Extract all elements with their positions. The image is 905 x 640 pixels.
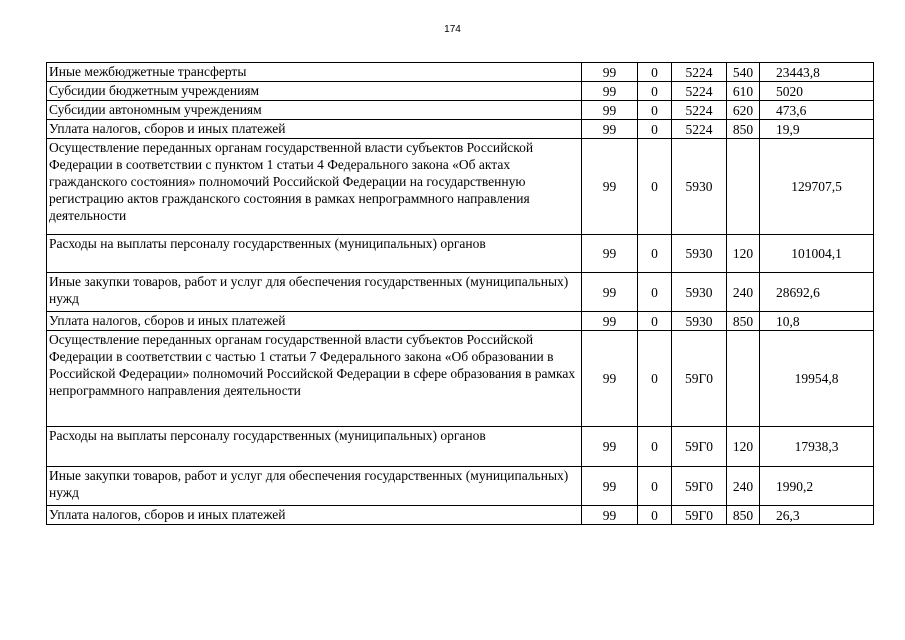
row-name: Иные закупки товаров, работ и услуг для обеспечения государственных (муниципальных) нужд (47, 467, 582, 506)
row-code-2: 0 (638, 427, 672, 467)
row-code-3: 59Г0 (672, 331, 727, 427)
row-name: Осуществление переданных органам государственной власти субъектов Российской Федерации в соответствии с пунктом 1 статьи 4 Федерального закона «Об актах гражданского состояния» полномочий Российской Федерации на государственную регистрацию актов гражданского состояния в рамках непрограммного направления деятельности (47, 139, 582, 235)
row-code-2: 0 (638, 312, 672, 331)
row-amount: 10,8 (760, 312, 874, 331)
row-name: Субсидии автономным учреждениям (47, 101, 582, 120)
row-amount: 17938,3 (760, 427, 874, 467)
row-code-2: 0 (638, 120, 672, 139)
row-code-1: 99 (582, 467, 638, 506)
row-code-3: 59Г0 (672, 467, 727, 506)
row-name: Уплата налогов, сборов и иных платежей (47, 312, 582, 331)
row-code-4: 240 (727, 273, 760, 312)
row-code-2: 0 (638, 235, 672, 273)
row-code-2: 0 (638, 101, 672, 120)
table-row (47, 235, 874, 273)
row-code-4 (727, 331, 760, 427)
row-code-4: 850 (727, 312, 760, 331)
row-code-4: 540 (727, 63, 760, 82)
table-row (47, 63, 874, 82)
row-amount: 129707,5 (760, 139, 874, 235)
row-code-2: 0 (638, 331, 672, 427)
table-row (47, 467, 874, 506)
row-amount: 23443,8 (760, 63, 874, 82)
table-row (47, 82, 874, 101)
row-code-3: 5930 (672, 235, 727, 273)
row-name: Расходы на выплаты персоналу государственных (муниципальных) органов (47, 427, 582, 467)
row-amount: 1990,2 (760, 467, 874, 506)
row-amount: 5020 (760, 82, 874, 101)
row-name: Уплата налогов, сборов и иных платежей (47, 120, 582, 139)
row-amount: 19,9 (760, 120, 874, 139)
table-row (47, 273, 874, 312)
page-number: 174 (444, 24, 461, 35)
row-code-4: 120 (727, 235, 760, 273)
row-code-1: 99 (582, 427, 638, 467)
row-code-1: 99 (582, 120, 638, 139)
row-code-3: 5930 (672, 139, 727, 235)
row-name: Иные межбюджетные трансферты (47, 63, 582, 82)
budget-table-body (47, 63, 874, 525)
row-code-4: 850 (727, 120, 760, 139)
row-code-3: 5224 (672, 120, 727, 139)
table-row (47, 331, 874, 427)
row-code-1: 99 (582, 312, 638, 331)
row-code-1: 99 (582, 235, 638, 273)
table-row (47, 101, 874, 120)
row-code-4 (727, 139, 760, 235)
table-row (47, 506, 874, 525)
row-code-1: 99 (582, 139, 638, 235)
row-amount: 28692,6 (760, 273, 874, 312)
row-code-3: 5224 (672, 101, 727, 120)
row-code-1: 99 (582, 82, 638, 101)
row-name: Субсидии бюджетным учреждениям (47, 82, 582, 101)
row-name: Расходы на выплаты персоналу государственных (муниципальных) органов (47, 235, 582, 273)
row-code-3: 59Г0 (672, 506, 727, 525)
table-row (47, 139, 874, 235)
table-row (47, 120, 874, 139)
row-name: Иные закупки товаров, работ и услуг для обеспечения государственных (муниципальных) нужд (47, 273, 582, 312)
row-code-2: 0 (638, 63, 672, 82)
row-code-4: 620 (727, 101, 760, 120)
row-code-4: 610 (727, 82, 760, 101)
row-amount: 26,3 (760, 506, 874, 525)
row-code-2: 0 (638, 139, 672, 235)
row-code-1: 99 (582, 273, 638, 312)
row-code-1: 99 (582, 506, 638, 525)
row-code-4: 850 (727, 506, 760, 525)
row-code-2: 0 (638, 273, 672, 312)
row-code-1: 99 (582, 63, 638, 82)
row-code-3: 5224 (672, 63, 727, 82)
row-code-4: 120 (727, 427, 760, 467)
table-row (47, 427, 874, 467)
row-code-3: 59Г0 (672, 427, 727, 467)
row-name: Осуществление переданных органам государственной власти субъектов Российской Федерации в соответствии с частью 1 статьи 7 Федерального закона «Об образовании в Российской Федерации» полномочий Российской Федерации в сфере образования в рамках непрограммного направления деятельности (47, 331, 582, 427)
row-code-3: 5930 (672, 312, 727, 331)
row-name: Уплата налогов, сборов и иных платежей (47, 506, 582, 525)
budget-table (46, 62, 874, 525)
row-amount: 101004,1 (760, 235, 874, 273)
row-code-1: 99 (582, 331, 638, 427)
row-code-3: 5224 (672, 82, 727, 101)
row-code-3: 5930 (672, 273, 727, 312)
row-code-2: 0 (638, 82, 672, 101)
row-code-4: 240 (727, 467, 760, 506)
row-code-1: 99 (582, 101, 638, 120)
row-amount: 19954,8 (760, 331, 874, 427)
table-row (47, 312, 874, 331)
row-amount: 473,6 (760, 101, 874, 120)
row-code-2: 0 (638, 467, 672, 506)
row-code-2: 0 (638, 506, 672, 525)
